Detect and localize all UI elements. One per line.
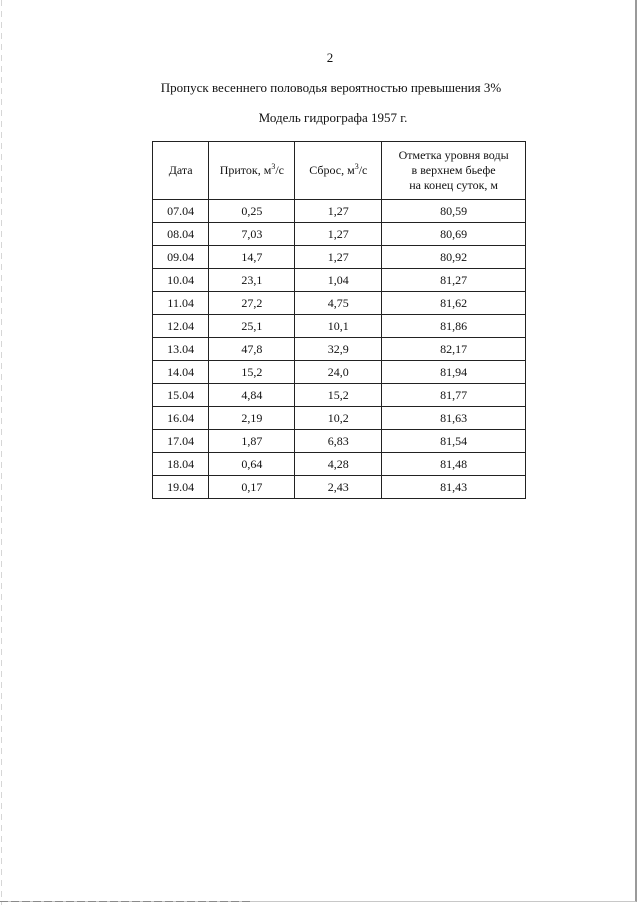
cell-outflow: 10,2 <box>295 407 382 430</box>
cell-inflow: 4,84 <box>209 384 295 407</box>
cell-outflow: 4,75 <box>295 292 382 315</box>
cell-level: 81,77 <box>382 384 526 407</box>
header-inflow-text: Приток, м <box>219 163 272 177</box>
header-inflow <box>209 142 295 200</box>
table-row <box>153 476 526 499</box>
cell-outflow: 24,0 <box>295 361 382 384</box>
table-row <box>153 200 526 223</box>
cell-level: 81,62 <box>382 292 526 315</box>
cell-outflow: 15,2 <box>295 384 382 407</box>
cell-outflow: 1,27 <box>295 200 382 223</box>
table-row <box>153 361 526 384</box>
header-outflow <box>295 142 382 200</box>
cell-outflow: 32,9 <box>295 338 382 361</box>
header-inflow-exp: 3 <box>271 162 276 171</box>
cell-outflow: 1,27 <box>295 246 382 269</box>
table-row <box>153 315 526 338</box>
cell-date: 16.04 <box>153 407 209 430</box>
header-level <box>382 142 526 200</box>
table-body <box>153 200 526 499</box>
table-row <box>153 292 526 315</box>
cell-inflow: 7,03 <box>209 223 295 246</box>
header-outflow-text: Сброс, м <box>309 163 355 177</box>
cell-outflow: 2,43 <box>295 476 382 499</box>
header-level-line2: в верхнем бьефе <box>411 163 496 177</box>
header-level-line3: на конец суток, м <box>409 178 499 192</box>
header-row <box>153 142 526 200</box>
cell-date: 10.04 <box>153 269 209 292</box>
cell-outflow: 10,1 <box>295 315 382 338</box>
cell-date: 09.04 <box>153 246 209 269</box>
page-number: 2 <box>326 50 334 65</box>
cell-inflow: 2,19 <box>209 407 295 430</box>
table-row <box>153 430 526 453</box>
cell-date: 08.04 <box>153 223 209 246</box>
cell-date: 19.04 <box>153 476 209 499</box>
cell-outflow: 1,27 <box>295 223 382 246</box>
cell-date: 11.04 <box>153 292 209 315</box>
header-inflow-unit: /с <box>275 163 284 177</box>
scan-left-edge <box>1 0 2 905</box>
header-outflow-exp: 3 <box>354 162 359 171</box>
table-row <box>153 246 526 269</box>
table-row <box>153 223 526 246</box>
cell-inflow: 23,1 <box>209 269 295 292</box>
document-subtitle: Модель гидрографа 1957 г. <box>258 110 408 125</box>
table-row <box>153 453 526 476</box>
cell-level: 81,27 <box>382 269 526 292</box>
table-row <box>153 338 526 361</box>
cell-level: 80,92 <box>382 246 526 269</box>
cell-inflow: 1,87 <box>209 430 295 453</box>
cell-inflow: 0,25 <box>209 200 295 223</box>
cell-date: 12.04 <box>153 315 209 338</box>
cell-date: 17.04 <box>153 430 209 453</box>
cell-inflow: 47,8 <box>209 338 295 361</box>
cell-inflow: 14,7 <box>209 246 295 269</box>
cell-date: 18.04 <box>153 453 209 476</box>
table-header <box>153 142 526 200</box>
cell-inflow: 15,2 <box>209 361 295 384</box>
cell-inflow: 25,1 <box>209 315 295 338</box>
cell-level: 80,59 <box>382 200 526 223</box>
cell-inflow: 27,2 <box>209 292 295 315</box>
cell-inflow: 0,64 <box>209 453 295 476</box>
cell-level: 82,17 <box>382 338 526 361</box>
cell-outflow: 1,04 <box>295 269 382 292</box>
cell-date: 14.04 <box>153 361 209 384</box>
flood-table <box>152 141 526 499</box>
table-row <box>153 384 526 407</box>
header-outflow-unit: /с <box>358 163 368 177</box>
cell-level: 80,69 <box>382 223 526 246</box>
cell-inflow: 0,17 <box>209 476 295 499</box>
cell-date: 07.04 <box>153 200 209 223</box>
cell-level: 81,54 <box>382 430 526 453</box>
table-row <box>153 407 526 430</box>
cell-date: 13.04 <box>153 338 209 361</box>
table-row <box>153 269 526 292</box>
cell-outflow: 4,28 <box>295 453 382 476</box>
cell-level: 81,63 <box>382 407 526 430</box>
cell-level: 81,86 <box>382 315 526 338</box>
scan-bottom-mark <box>0 901 250 902</box>
cell-level: 81,48 <box>382 453 526 476</box>
header-level-line1: Отметка уровня воды <box>398 148 509 162</box>
header-date: Дата <box>153 142 209 200</box>
cell-date: 15.04 <box>153 384 209 407</box>
cell-level: 81,43 <box>382 476 526 499</box>
document-title: Пропуск весеннего половодья вероятностью превышения 3% <box>160 80 502 95</box>
cell-outflow: 6,83 <box>295 430 382 453</box>
cell-level: 81,94 <box>382 361 526 384</box>
